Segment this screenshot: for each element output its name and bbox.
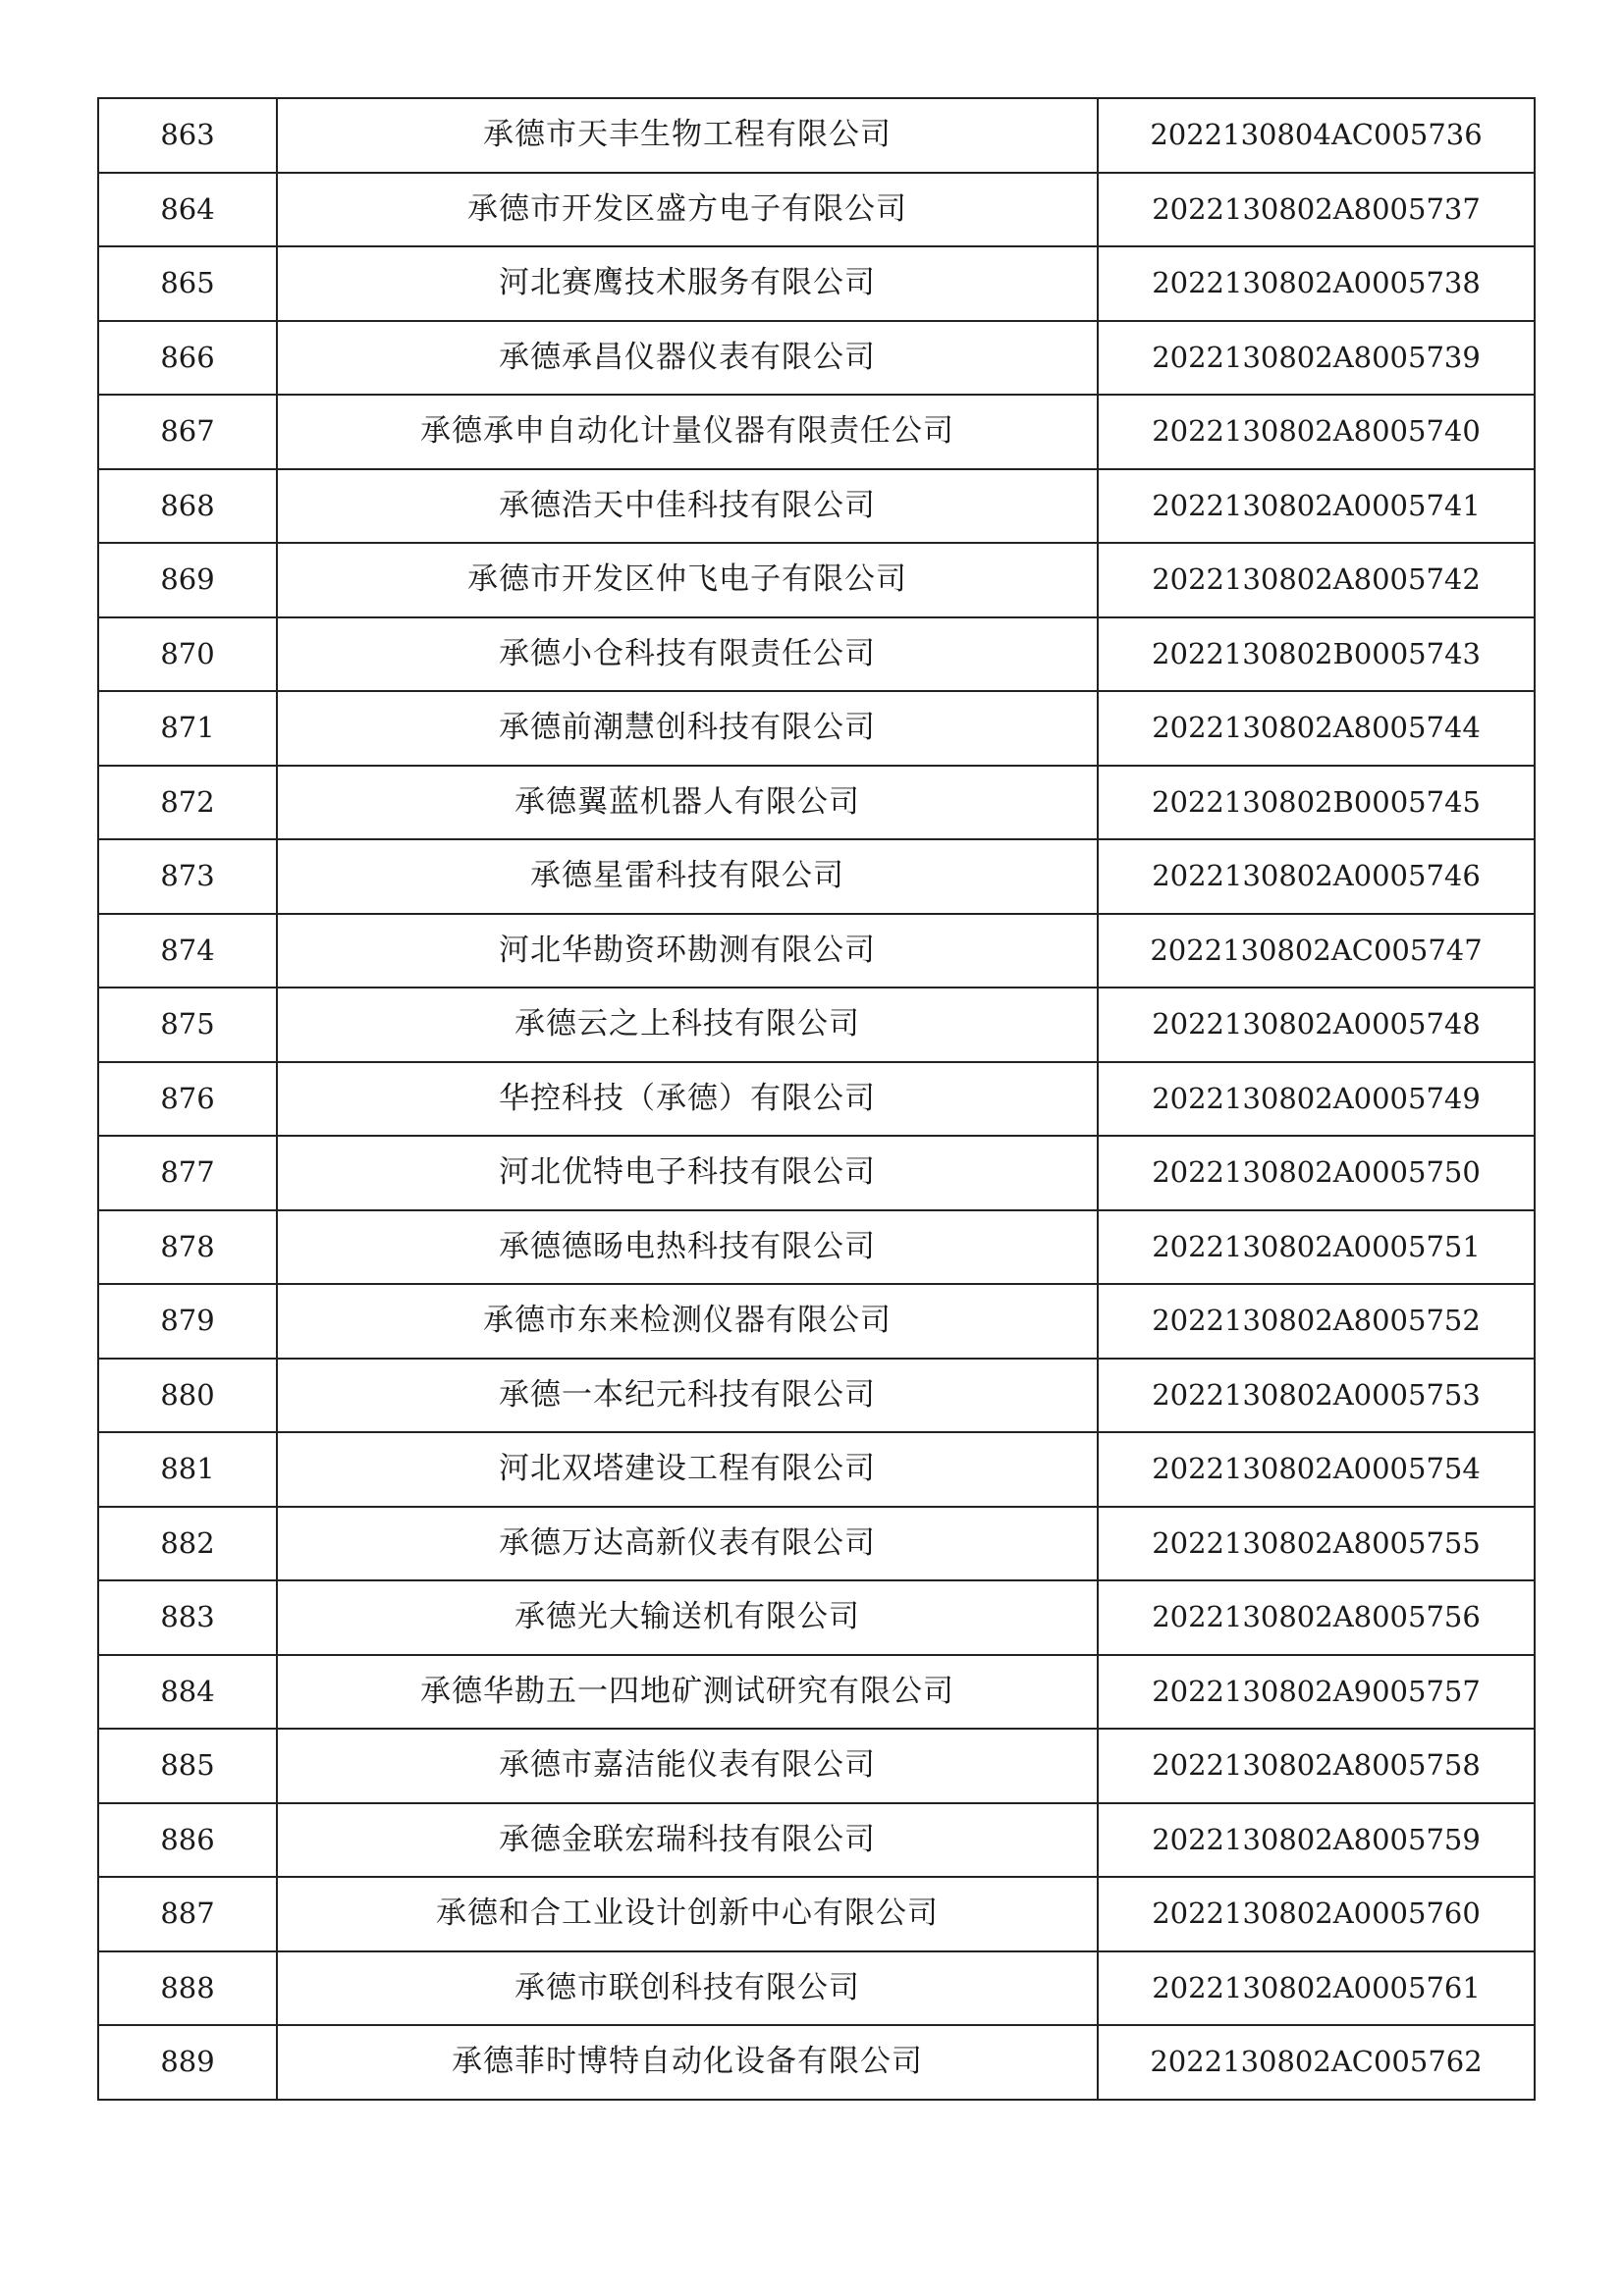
company-name-cell: 河北赛鹰技术服务有限公司 — [277, 246, 1098, 321]
table-row — [98, 839, 1535, 914]
row-number-cell: 873 — [98, 839, 277, 914]
company-name-cell: 承德和合工业设计创新中心有限公司 — [277, 1877, 1098, 1951]
row-number-cell: 878 — [98, 1210, 277, 1285]
company-name-cell: 承德市开发区盛方电子有限公司 — [277, 173, 1098, 247]
table-row — [98, 1877, 1535, 1951]
row-number-cell: 879 — [98, 1284, 277, 1359]
row-number-cell: 882 — [98, 1507, 277, 1581]
table-row — [98, 1655, 1535, 1730]
row-number-cell: 875 — [98, 988, 277, 1062]
registration-code-cell: 2022130802A8005739 — [1098, 321, 1535, 396]
row-number-cell: 887 — [98, 1877, 277, 1951]
table-row — [98, 1580, 1535, 1655]
table-row — [98, 766, 1535, 840]
registration-code-cell: 2022130802A0005750 — [1098, 1136, 1535, 1210]
registration-code-cell: 2022130802A8005759 — [1098, 1803, 1535, 1878]
registration-code-cell: 2022130802A0005760 — [1098, 1877, 1535, 1951]
table-row — [98, 1136, 1535, 1210]
registration-code-cell: 2022130802A0005738 — [1098, 246, 1535, 321]
company-name-cell: 承德星雷科技有限公司 — [277, 839, 1098, 914]
table-row — [98, 1432, 1535, 1507]
row-number-cell: 883 — [98, 1580, 277, 1655]
company-name-cell: 承德前潮慧创科技有限公司 — [277, 691, 1098, 766]
registration-code-cell: 2022130802A0005748 — [1098, 988, 1535, 1062]
table-row — [98, 617, 1535, 692]
table-row — [98, 395, 1535, 469]
row-number-cell: 889 — [98, 2025, 277, 2100]
registration-code-cell: 2022130802A8005742 — [1098, 543, 1535, 617]
registration-code-cell: 2022130802A0005741 — [1098, 469, 1535, 544]
row-number-cell: 885 — [98, 1729, 277, 1803]
table-body — [98, 98, 1535, 2100]
company-name-cell: 承德一本纪元科技有限公司 — [277, 1359, 1098, 1433]
company-name-cell: 河北优特电子科技有限公司 — [277, 1136, 1098, 1210]
registration-code-cell: 2022130802A8005756 — [1098, 1580, 1535, 1655]
row-number-cell: 872 — [98, 766, 277, 840]
row-number-cell: 884 — [98, 1655, 277, 1730]
row-number-cell: 888 — [98, 1951, 277, 2026]
registration-code-cell: 2022130804AC005736 — [1098, 98, 1535, 173]
company-name-cell: 承德德旸电热科技有限公司 — [277, 1210, 1098, 1285]
registry-table-container — [97, 97, 1534, 2101]
table-row — [98, 98, 1535, 173]
registration-code-cell: 2022130802A8005737 — [1098, 173, 1535, 247]
company-name-cell: 华控科技（承德）有限公司 — [277, 1062, 1098, 1137]
company-name-cell: 承德万达高新仪表有限公司 — [277, 1507, 1098, 1581]
table-row — [98, 469, 1535, 544]
table-row — [98, 1729, 1535, 1803]
registration-code-cell: 2022130802A8005740 — [1098, 395, 1535, 469]
table-row — [98, 246, 1535, 321]
table-row — [98, 1284, 1535, 1359]
company-name-cell: 承德翼蓝机器人有限公司 — [277, 766, 1098, 840]
registration-code-cell: 2022130802A0005749 — [1098, 1062, 1535, 1137]
registration-code-cell: 2022130802A0005753 — [1098, 1359, 1535, 1433]
row-number-cell: 864 — [98, 173, 277, 247]
registry-table — [97, 97, 1536, 2101]
registration-code-cell: 2022130802A0005754 — [1098, 1432, 1535, 1507]
company-name-cell: 承德华勘五一四地矿测试研究有限公司 — [277, 1655, 1098, 1730]
row-number-cell: 876 — [98, 1062, 277, 1137]
registration-code-cell: 2022130802AC005762 — [1098, 2025, 1535, 2100]
table-row — [98, 988, 1535, 1062]
table-row — [98, 1359, 1535, 1433]
company-name-cell: 承德市天丰生物工程有限公司 — [277, 98, 1098, 173]
row-number-cell: 867 — [98, 395, 277, 469]
registration-code-cell: 2022130802AC005747 — [1098, 914, 1535, 988]
table-row — [98, 1951, 1535, 2026]
row-number-cell: 866 — [98, 321, 277, 396]
company-name-cell: 承德金联宏瑞科技有限公司 — [277, 1803, 1098, 1878]
row-number-cell: 871 — [98, 691, 277, 766]
row-number-cell: 881 — [98, 1432, 277, 1507]
table-row — [98, 914, 1535, 988]
company-name-cell: 承德云之上科技有限公司 — [277, 988, 1098, 1062]
company-name-cell: 承德小仓科技有限责任公司 — [277, 617, 1098, 692]
row-number-cell: 863 — [98, 98, 277, 173]
row-number-cell: 870 — [98, 617, 277, 692]
row-number-cell: 865 — [98, 246, 277, 321]
registration-code-cell: 2022130802A8005744 — [1098, 691, 1535, 766]
table-row — [98, 1210, 1535, 1285]
registration-code-cell: 2022130802A8005752 — [1098, 1284, 1535, 1359]
company-name-cell: 承德市联创科技有限公司 — [277, 1951, 1098, 2026]
table-row — [98, 691, 1535, 766]
company-name-cell: 承德浩天中佳科技有限公司 — [277, 469, 1098, 544]
registration-code-cell: 2022130802A8005758 — [1098, 1729, 1535, 1803]
row-number-cell: 880 — [98, 1359, 277, 1433]
company-name-cell: 河北双塔建设工程有限公司 — [277, 1432, 1098, 1507]
company-name-cell: 河北华勘资环勘测有限公司 — [277, 914, 1098, 988]
registration-code-cell: 2022130802A8005755 — [1098, 1507, 1535, 1581]
company-name-cell: 承德承申自动化计量仪器有限责任公司 — [277, 395, 1098, 469]
row-number-cell: 874 — [98, 914, 277, 988]
company-name-cell: 承德市开发区仲飞电子有限公司 — [277, 543, 1098, 617]
registration-code-cell: 2022130802A0005761 — [1098, 1951, 1535, 2026]
company-name-cell: 承德光大输送机有限公司 — [277, 1580, 1098, 1655]
registration-code-cell: 2022130802B0005743 — [1098, 617, 1535, 692]
row-number-cell: 886 — [98, 1803, 277, 1878]
table-row — [98, 1507, 1535, 1581]
registration-code-cell: 2022130802A9005757 — [1098, 1655, 1535, 1730]
row-number-cell: 868 — [98, 469, 277, 544]
table-row — [98, 1062, 1535, 1137]
table-row — [98, 2025, 1535, 2100]
table-row — [98, 173, 1535, 247]
company-name-cell: 承德市东来检测仪器有限公司 — [277, 1284, 1098, 1359]
table-row — [98, 321, 1535, 396]
registration-code-cell: 2022130802B0005745 — [1098, 766, 1535, 840]
registration-code-cell: 2022130802A0005746 — [1098, 839, 1535, 914]
row-number-cell: 877 — [98, 1136, 277, 1210]
company-name-cell: 承德菲时博特自动化设备有限公司 — [277, 2025, 1098, 2100]
registration-code-cell: 2022130802A0005751 — [1098, 1210, 1535, 1285]
company-name-cell: 承德市嘉洁能仪表有限公司 — [277, 1729, 1098, 1803]
table-row — [98, 543, 1535, 617]
table-row — [98, 1803, 1535, 1878]
row-number-cell: 869 — [98, 543, 277, 617]
company-name-cell: 承德承昌仪器仪表有限公司 — [277, 321, 1098, 396]
